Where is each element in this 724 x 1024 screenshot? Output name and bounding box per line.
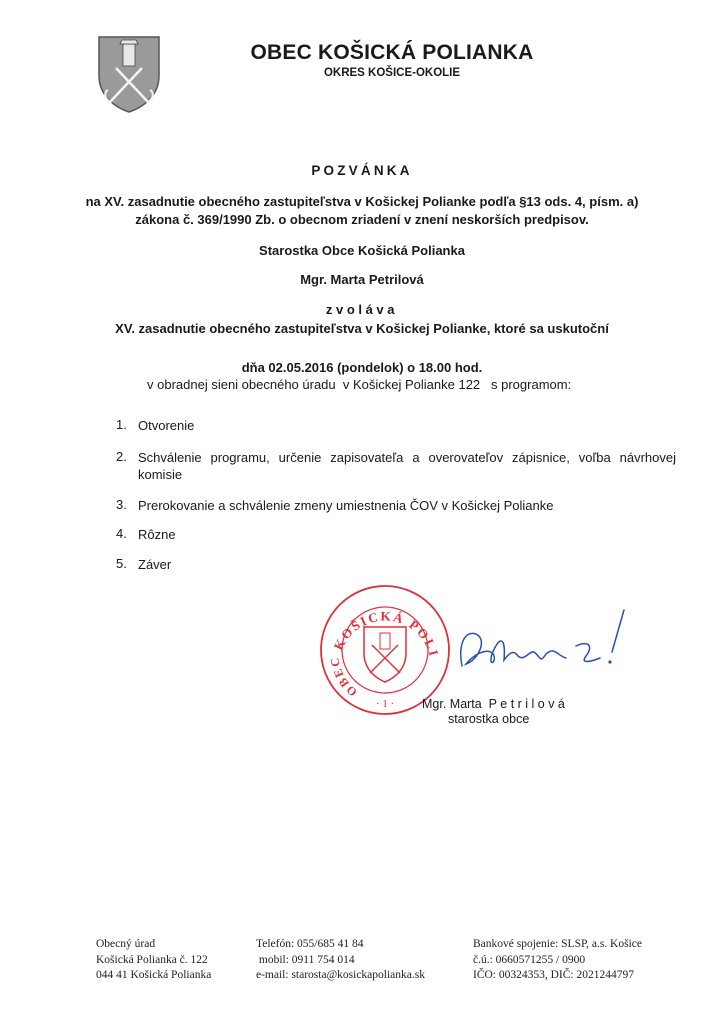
handwritten-signature [448, 606, 636, 680]
signer-name: Mgr. Marta P e t r i l o v á [422, 697, 565, 711]
footer-ids: IČO: 00324353, DIČ: 2021244797 [473, 969, 634, 981]
signer-role: starostka obce [448, 712, 530, 726]
agenda-number: 2. [116, 449, 127, 464]
stamp-text-left: OBEC [327, 654, 360, 700]
agenda-number: 3. [116, 497, 127, 512]
agenda-number: 5. [116, 556, 127, 571]
footer-office-line: Obecný úrad [96, 938, 156, 950]
date-line: dňa 02.05.2016 (pondelok) o 18.00 hod. [241, 360, 483, 375]
stamp-text-bottom: · 1 · [375, 698, 395, 710]
footer-bank-line: Bankové spojenie: SLSP, a.s. Košice [473, 938, 642, 950]
agenda-text: Schválenie programu, určenie zapisovateľa a overovateľov zápisnice, voľba návrhovej komisie [138, 450, 676, 482]
town-name: OBEC KOŠICKÁ POLIANKA [250, 41, 534, 64]
town-district: OKRES KOŠICE-OKOLIE [323, 67, 461, 79]
footer-phone: Telefón: 055/685 41 84 [256, 938, 364, 950]
footer-bank [473, 937, 642, 984]
agenda-text: Otvorenie [138, 418, 195, 433]
footer-office-line: Košická Polianka č. 122 [96, 953, 208, 966]
agenda-number: 1. [116, 417, 127, 432]
document-title: POZVÁNKA [311, 163, 413, 178]
footer-mobile: mobil: 0911 754 014 [256, 953, 355, 966]
agenda-text: Prerokovanie a schválenie zmeny umiestnenia ČOV v Košickej Polianke [138, 498, 554, 513]
agenda-number: 4. [116, 526, 127, 541]
footer-office [96, 937, 211, 984]
venue-line: v obradnej sieni obecného úradu v Košickej Polianke 122 s programom: [147, 377, 572, 392]
footer-office-line: 044 41 Košická Polianka [96, 969, 212, 981]
stamp-crest-icon [364, 627, 406, 682]
verb-convenes: zvoláva [325, 302, 399, 317]
intro-line-1: na XV. zasadnutie obecného zastupiteľstva v Košickej Polianke podľa §13 ods. 4, písm. a) [85, 194, 639, 209]
session-line: XV. zasadnutie obecného zastupiteľstva v Košickej Polianke, ktoré sa uskutoční [115, 321, 609, 336]
footer-email: e-mail: starosta@kosickapolianka.sk [256, 969, 425, 981]
agenda-text: Rôzne [138, 527, 176, 542]
stamp-text-top: KOŠICKÁ POLI [330, 608, 443, 660]
mayor-name: Mgr. Marta Petrilová [300, 272, 424, 287]
intro-line-2: zákona č. 369/1990 Zb. o obecnom zriadení v znení neskorších predpisov. [135, 212, 589, 227]
agenda-text: Záver [138, 557, 172, 572]
footer-bank-account: č.ú.: 0660571255 / 0900 [473, 953, 586, 966]
mayor-title: Starostka Obce Košická Polianka [259, 243, 465, 258]
footer-contact [256, 937, 425, 984]
